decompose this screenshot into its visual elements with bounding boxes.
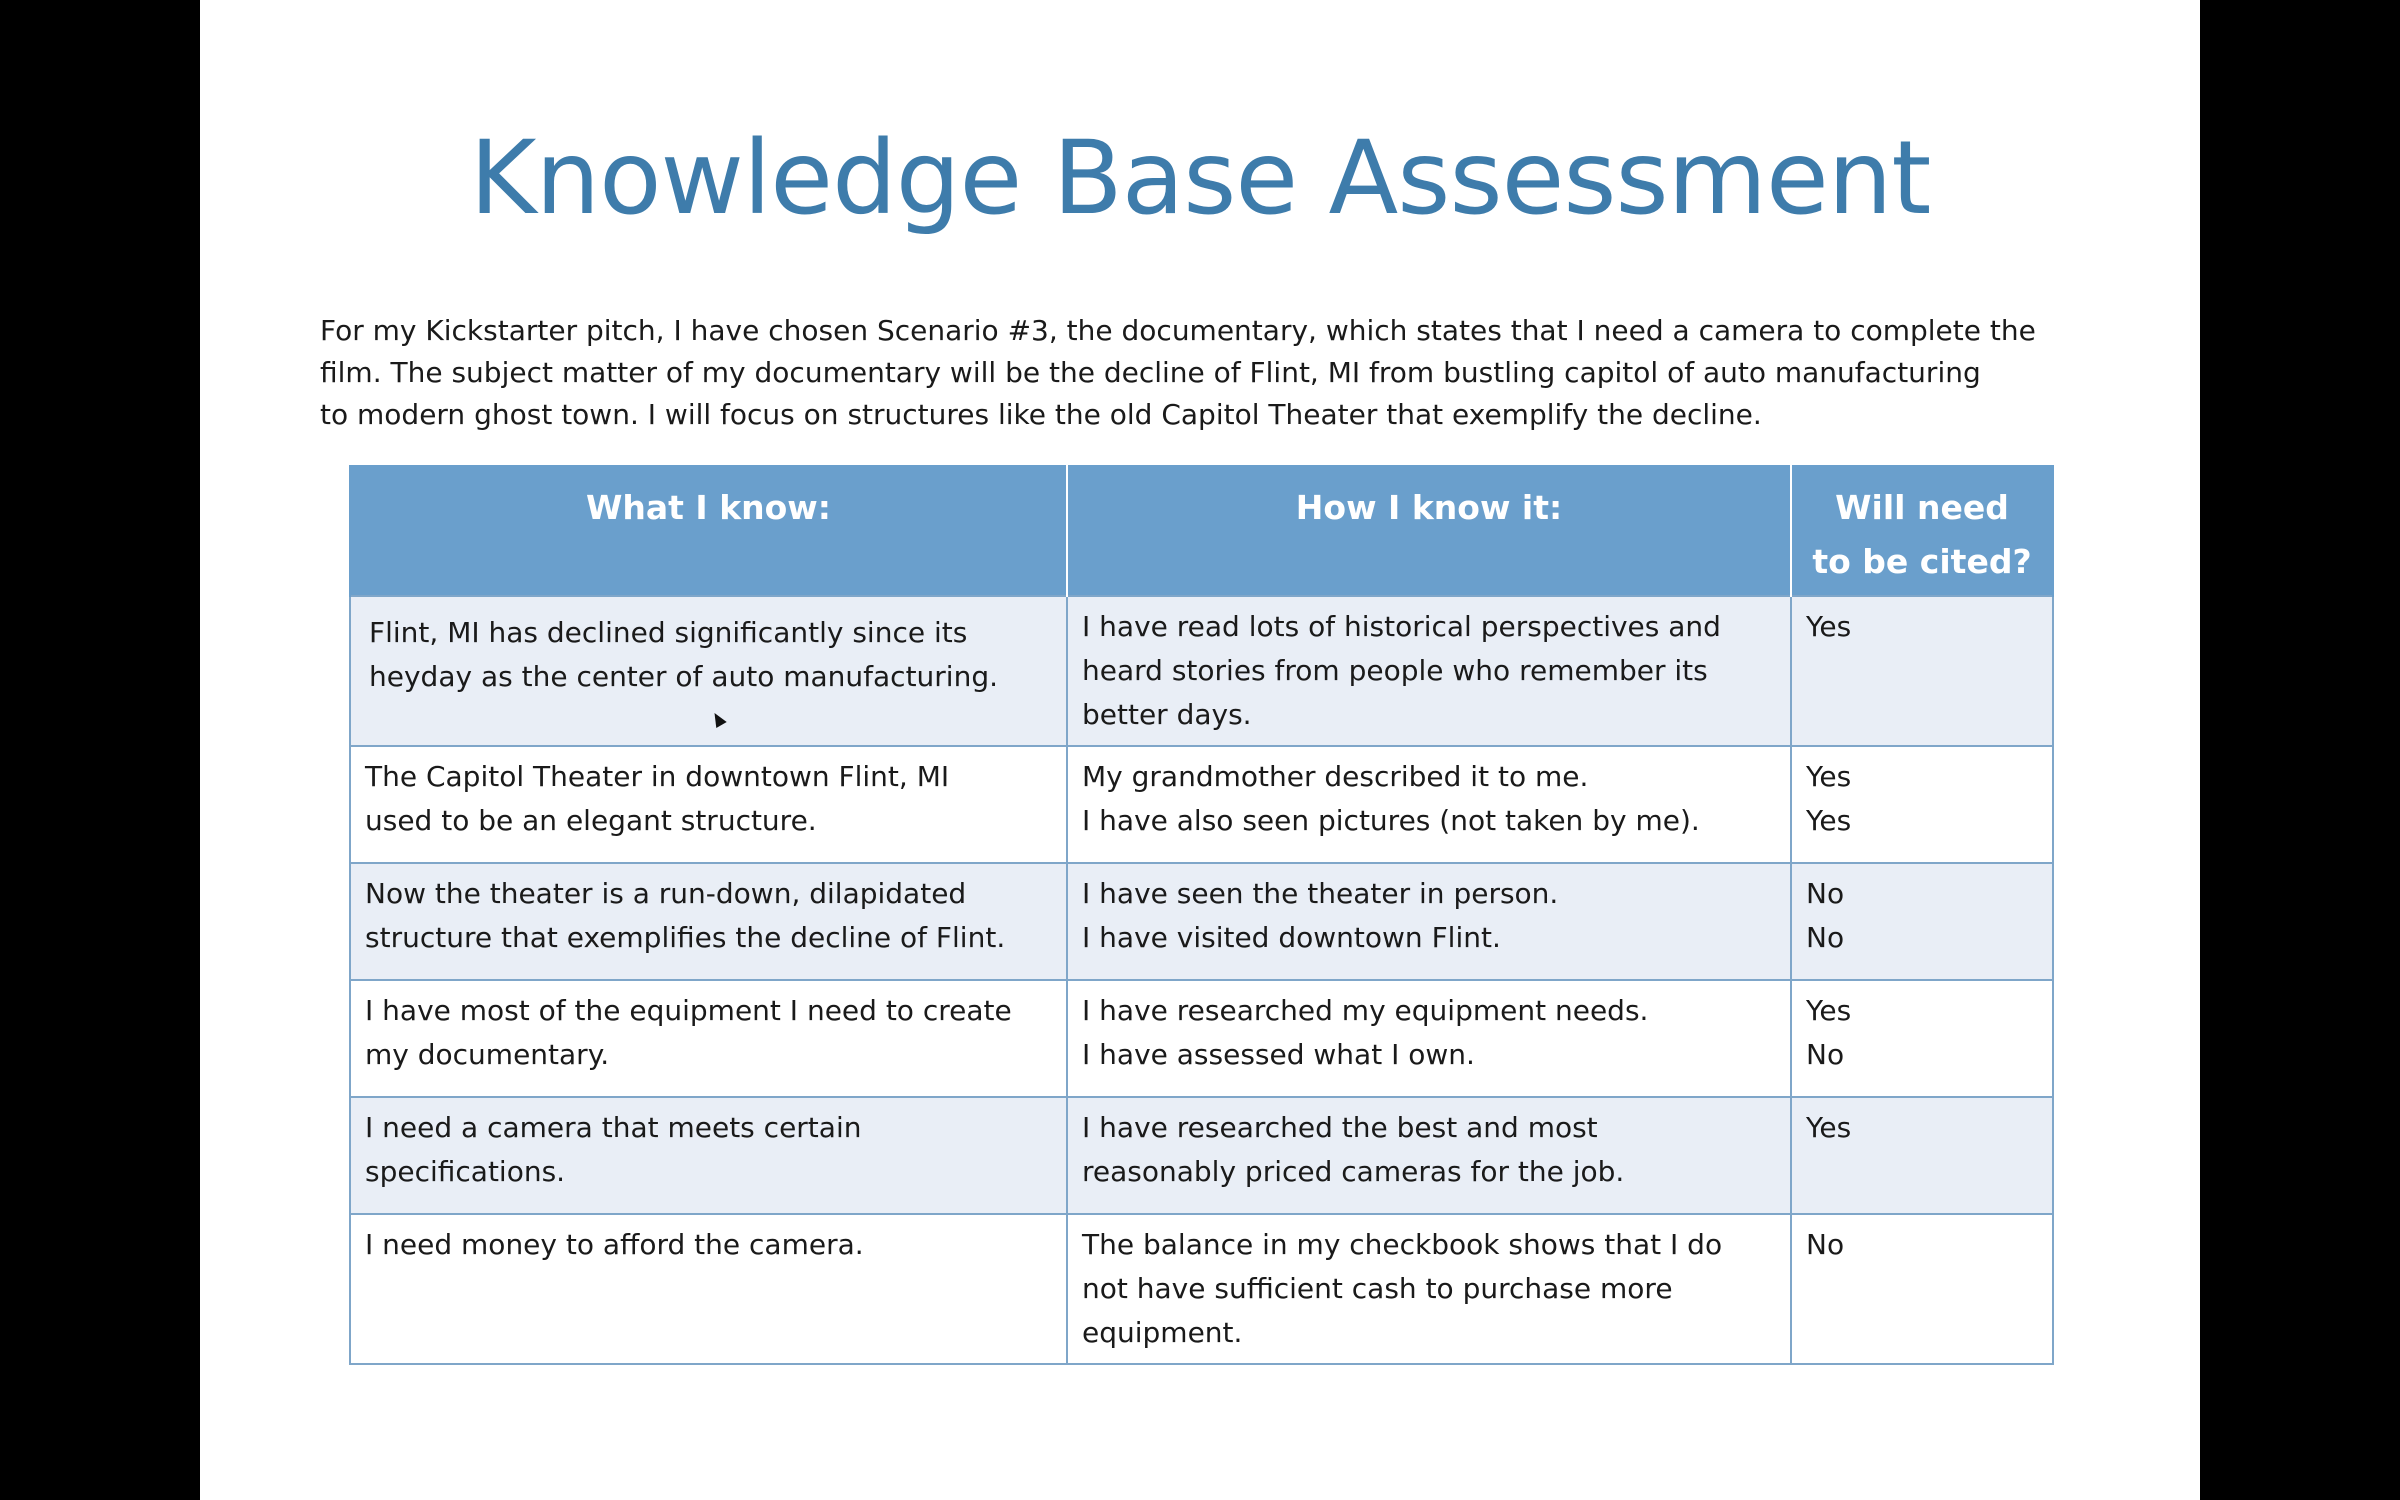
cell-line: Yes [1806,760,1852,793]
header-what-i-know: What I know: [350,465,1067,596]
cell-line: Yes [1806,610,1852,643]
cell-line: equipment. [1082,1316,1243,1349]
table-row [350,746,2053,863]
cell-line: I have researched the best and most [1082,1111,1598,1144]
cell-how [1067,1214,1791,1364]
cell-line: I have also seen pictures (not taken by me). [1082,804,1700,837]
cell-line: specifications. [365,1155,566,1188]
cell-line: I have assessed what I own. [1082,1038,1475,1071]
table-header-row [350,465,2053,596]
table-row [350,980,2053,1097]
header-will-need-to-be-cited [1791,465,2053,596]
cell-line: I have visited downtown Flint. [1082,921,1501,954]
cell-line: Yes [1806,994,1852,1027]
header-cited-line: to be cited? [1812,542,2032,581]
cell-line: No [1806,1228,1845,1261]
cell-cited [1791,980,2053,1097]
cell-what [350,863,1067,980]
cell-what [350,596,1067,746]
cell-cited [1791,1097,2053,1214]
header-how-i-know-it: How I know it: [1067,465,1791,596]
knowledge-table [349,465,2054,1365]
intro-line: to modern ghost town. I will focus on structures like the old Capitol Theater that exemplify the decline. [320,398,1762,431]
cell-line: The balance in my checkbook shows that I do [1082,1228,1723,1261]
cell-line: No [1806,877,1845,910]
intro-line: film. The subject matter of my documentary will be the decline of Flint, MI from bustling capitol of auto manufacturing [320,356,1981,389]
cell-line: heard stories from people who remember its [1082,654,1708,687]
cell-line: better days. [1082,698,1252,731]
cell-cited [1791,596,2053,746]
table-row [350,596,2053,746]
cell-how [1067,596,1791,746]
cell-line: I need money to afford the camera. [365,1228,864,1261]
cell-line: I need a camera that meets certain [365,1111,862,1144]
intro-paragraph [320,310,2110,436]
cell-cited [1791,1214,2053,1364]
cell-how [1067,980,1791,1097]
cell-line: No [1806,1038,1845,1071]
cell-line: structure that exemplifies the decline of Flint. [365,921,1006,954]
cell-line: Yes [1806,1111,1852,1144]
cell-how [1067,746,1791,863]
cell-line: Flint, MI has declined significantly since its [369,616,968,649]
cell-line: heyday as the center of auto manufacturing. [369,660,999,693]
intro-line: For my Kickstarter pitch, I have chosen Scenario #3, the documentary, which states that I need a camera to complete the [320,314,2036,347]
cell-what [350,746,1067,863]
cell-cited [1791,746,2053,863]
cell-what [350,980,1067,1097]
header-cited-line: Will need [1835,488,2009,527]
cell-line: I have most of the equipment I need to create [365,994,1012,1027]
cell-line: not have sufficient cash to purchase more [1082,1272,1673,1305]
cell-what [350,1214,1067,1364]
slide-title: Knowledge Base Assessment [469,119,1931,238]
knowledge-table-container [349,465,2052,1365]
table-row [350,1214,2053,1364]
cell-line: reasonably priced cameras for the job. [1082,1155,1625,1188]
cell-cited [1791,863,2053,980]
cell-line: I have seen the theater in person. [1082,877,1559,910]
cell-line: No [1806,921,1845,954]
cell-how [1067,863,1791,980]
cell-line: I have read lots of historical perspectives and [1082,610,1721,643]
cell-line: Yes [1806,804,1852,837]
table-row [350,1097,2053,1214]
cell-line: Now the theater is a run-down, dilapidated [365,877,967,910]
slide [200,0,2200,1500]
cell-line: used to be an elegant structure. [365,804,817,837]
cell-line: The Capitol Theater in downtown Flint, MI [365,760,950,793]
cell-what [350,1097,1067,1214]
table-row [350,863,2053,980]
cell-how [1067,1097,1791,1214]
cell-line: My grandmother described it to me. [1082,760,1589,793]
cell-line: I have researched my equipment needs. [1082,994,1649,1027]
cell-line: my documentary. [365,1038,610,1071]
